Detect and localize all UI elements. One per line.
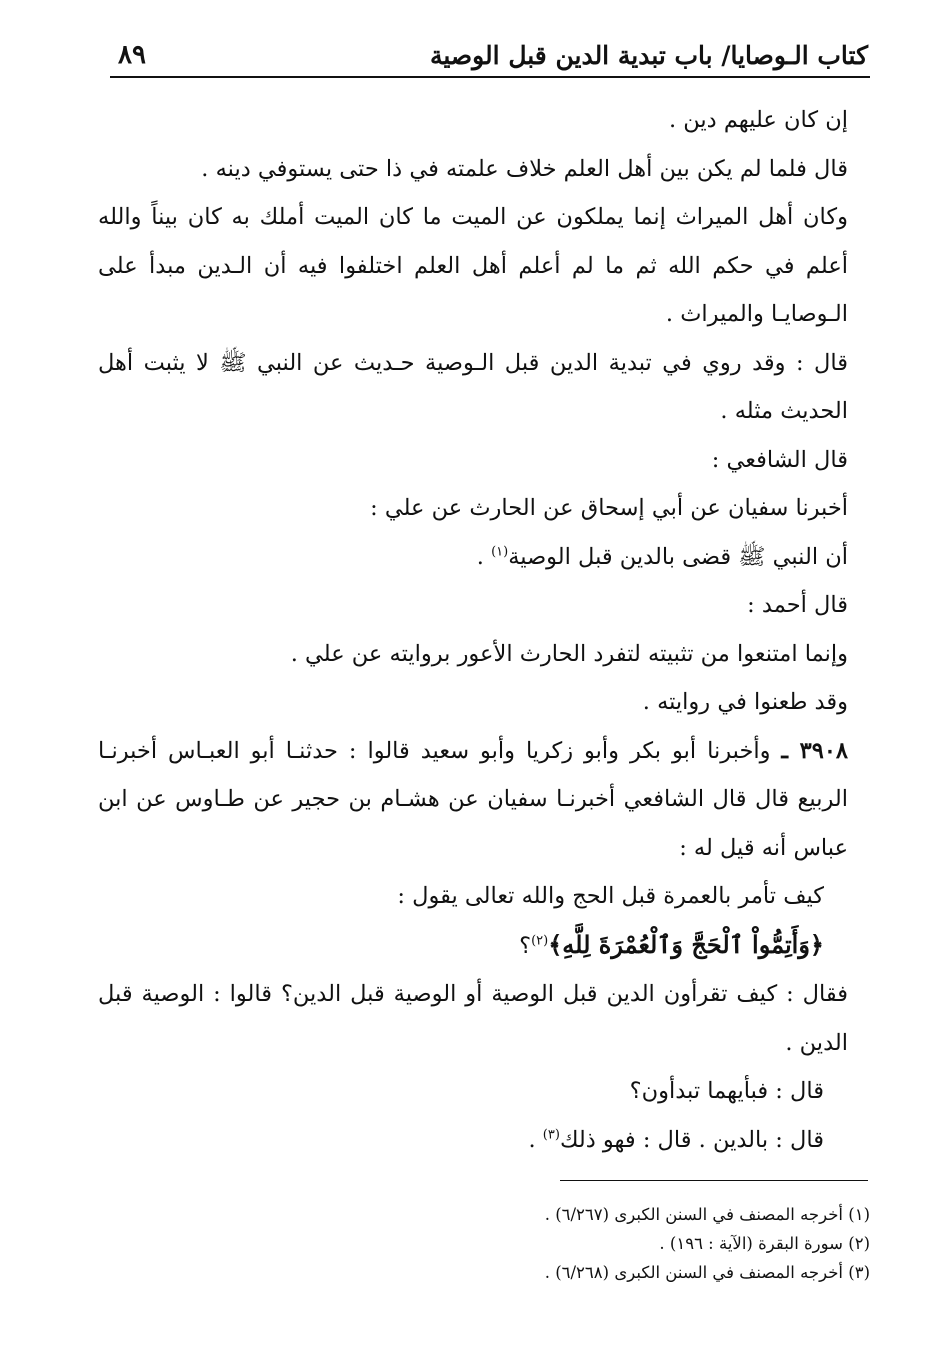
footnotes xyxy=(300,1200,870,1287)
paragraph-1: إن كان عليهم دين . xyxy=(668,107,848,133)
paragraph-4: قال : وقد روي في تبدية الدين قبل الـوصية حـديث عن النبي ﷺ لا يثبت أهل الحديث مثله . xyxy=(98,349,848,424)
paragraph-14: فقال : كيف تقرأون الدين قبل الوصية أو الوصية قبل الدين؟ قالوا : الوصية قبل الدين . xyxy=(98,981,848,1056)
paragraph-11-text: وأخبرنا أبو بكر وأبو زكريا وأبو سعيد قالوا : حدثنـا أبو العبـاس أخبرنـا الربيع قال قال الشافعي أخبرنـا سفيان عن هشـام بن حجير عن طـاوس عن ابن عباس أنه قيل له : xyxy=(98,737,848,861)
main-text xyxy=(98,96,864,1164)
paragraph-16-end: . xyxy=(528,1126,543,1153)
header-rule xyxy=(110,76,870,78)
page-number: ٨٩ xyxy=(118,40,146,70)
paragraph-7-text: أن النبي ﷺ قضى بالدين قبل الوصية xyxy=(508,543,848,570)
paragraph-8: قال أحمد : xyxy=(747,592,848,618)
footnote-2: (٢) سورة البقرة (الآية : ١٩٦) . xyxy=(659,1234,870,1253)
quran-verse: ﴿وَأَتِمُّواْ ٱلْحَجَّ وَٱلْعُمْرَةَ لِلَّهِ﴾ xyxy=(548,929,824,959)
paragraph-13 xyxy=(98,921,864,971)
paragraph-16-text: قال : بالدين . قال : فهو ذلك xyxy=(559,1126,824,1153)
footnote-ref-1: (١) xyxy=(491,544,509,559)
paragraph-15: قال : فبأيهما تبدأون؟ xyxy=(629,1078,824,1104)
footnote-1: (١) أخرجه المصنف في السنن الكبرى (٦/٢٦٧) . xyxy=(544,1205,870,1224)
footnote-ref-2: (٢) xyxy=(531,933,549,948)
footnote-rule xyxy=(560,1180,868,1181)
paragraph-7-end: . xyxy=(476,543,492,570)
page-header xyxy=(118,30,868,70)
paragraph-12: كيف تأمر بالعمرة قبل الحج والله تعالى يقول : xyxy=(397,883,824,909)
paragraph-13-end: ؟ xyxy=(519,932,532,959)
footnote-3: (٣) أخرجه المصنف في السنن الكبرى (٦/٢٦٨) . xyxy=(544,1263,870,1282)
paragraph-16 xyxy=(98,1116,864,1165)
paragraph-11 xyxy=(98,727,864,873)
running-title: كتاب الـوصايا/ باب تبدية الدين قبل الوصية xyxy=(429,41,868,70)
paragraph-5: قال الشافعي : xyxy=(711,446,848,473)
paragraph-7 xyxy=(98,533,864,582)
paragraph-10: وقد طعنوا في روايته . xyxy=(642,689,848,715)
paragraph-9: وإنما امتنعوا من تثبيته لتفرد الحارث الأعور بروايته عن علي . xyxy=(290,640,848,667)
paragraph-6: أخبرنا سفيان عن أبي إسحاق عن الحارث عن علي : xyxy=(370,495,848,521)
hadith-number: ٣٩٠٨ ـ xyxy=(781,737,848,764)
footnote-ref-3: (٣) xyxy=(542,1127,560,1142)
paragraph-2: قال فلما لم يكن بين أهل العلم خلاف علمته في ذا حتى يستوفي دينه . xyxy=(201,155,848,182)
paragraph-3: وكان أهل الميراث إنما يملكون عن الميت ما كان الميت أملك به كان بيناً والله أعلم في حكم الله ثم ما لم أعلم أهل العلم اختلفوا فيه أن الـدين مبدأ على الـوصايـا والميراث . xyxy=(98,204,848,327)
